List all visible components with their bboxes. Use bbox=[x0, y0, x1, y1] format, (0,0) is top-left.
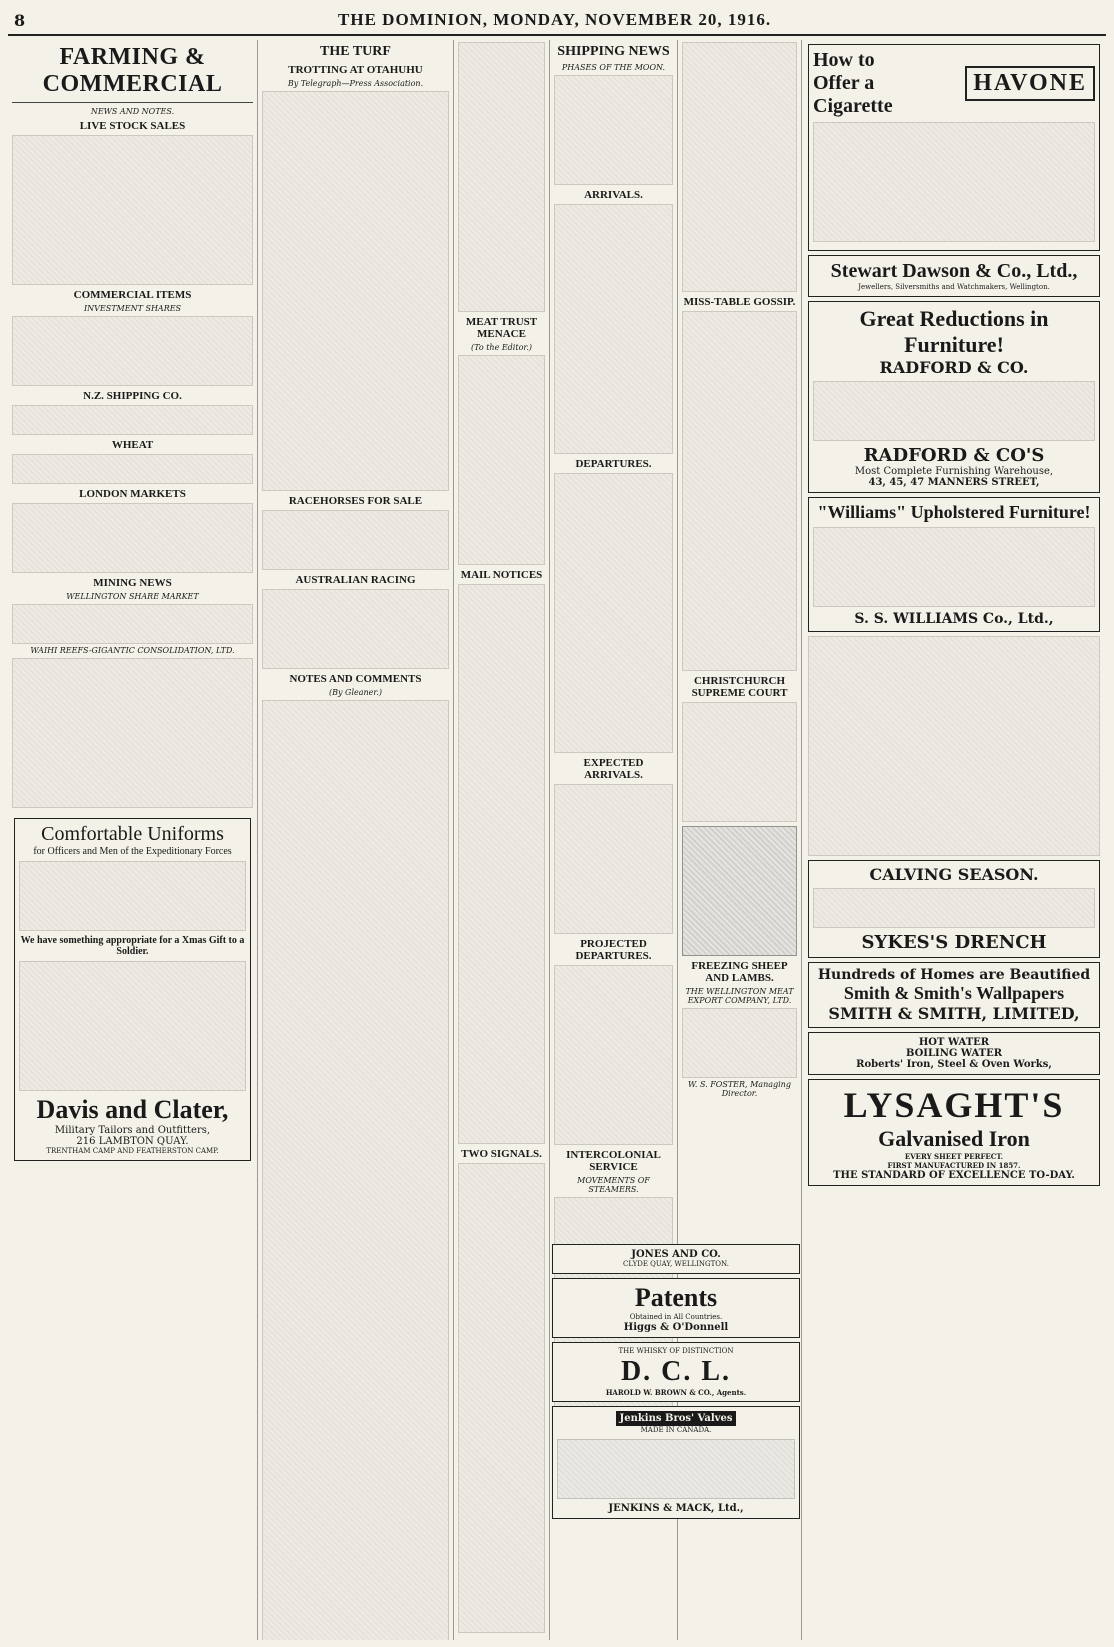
harold-agents: HAROLD W. BROWN & CO., Agents. bbox=[605, 1388, 747, 1397]
notes-comments-heading: NOTES AND COMMENTS bbox=[289, 673, 422, 685]
stewart-sub: Jewellers, Silversmiths and Watchmakers, Wellington. bbox=[858, 283, 1050, 291]
racehorses-heading: RACEHORSES FOR SALE bbox=[288, 495, 423, 507]
middle-ads bbox=[550, 1240, 802, 1523]
masthead-title: THE DOMINION, MONDAY, NOVEMBER 20, 1916. bbox=[338, 10, 772, 29]
trotting-heading: TROTTING AT OTAHUHU bbox=[288, 64, 423, 76]
expected-heading: EXPECTED ARRIVALS. bbox=[583, 757, 644, 781]
patents-ad bbox=[552, 1278, 800, 1338]
jenkins-title: Jenkins Bros' Valves bbox=[616, 1411, 737, 1426]
stewart-ad bbox=[808, 255, 1100, 297]
jones-title: JONES AND CO. bbox=[631, 1249, 721, 1260]
news-heading: NEWS AND NOTES. bbox=[90, 107, 175, 116]
jenkins-mack: JENKINS & MACK, Ltd., bbox=[608, 1503, 744, 1514]
foster-name: W. S. FOSTER, Managing Director. bbox=[688, 1080, 791, 1098]
text-block bbox=[12, 405, 253, 435]
investment-heading: INVESTMENT SHARES bbox=[83, 304, 182, 313]
text-block bbox=[554, 75, 673, 185]
great-reductions: Great Reductions in Furniture! bbox=[859, 306, 1049, 357]
text-block bbox=[682, 42, 797, 292]
text-block bbox=[554, 784, 673, 934]
misc-gossip-heading: MISS-TABLE GOSSIP. bbox=[683, 296, 796, 308]
patents-title: Patents bbox=[634, 1283, 718, 1312]
radford-sub: Most Complete Furnishing Warehouse, bbox=[854, 466, 1054, 477]
whisky-ad bbox=[552, 1342, 800, 1402]
patents-sub: Obtained in All Countries. bbox=[629, 1313, 723, 1321]
text-block bbox=[682, 702, 797, 822]
to-editor: (To the Editor.) bbox=[471, 343, 532, 352]
text-block bbox=[554, 204, 673, 454]
uniforms-ad bbox=[14, 818, 251, 1161]
radford-title: RADFORD & CO. bbox=[879, 358, 1029, 377]
text-block bbox=[554, 473, 673, 753]
christchurch-heading: CHRISTCHURCH SUPREME COURT bbox=[691, 675, 788, 699]
standard-excellence: THE STANDARD OF EXCELLENCE TO-DAY. bbox=[833, 1170, 1075, 1181]
wellington-share-heading: WELLINGTON SHARE MARKET bbox=[66, 592, 199, 601]
hot-water: HOT WATER bbox=[918, 1037, 990, 1048]
text-block bbox=[12, 135, 253, 285]
text-block bbox=[808, 636, 1100, 856]
turf-heading: THE TURF bbox=[320, 44, 391, 59]
williams-ad bbox=[808, 497, 1100, 632]
radford-address: 43, 45, 47 MANNERS STREET, bbox=[868, 477, 1040, 488]
cow-illustration bbox=[682, 826, 797, 956]
text-block bbox=[682, 311, 797, 671]
text-block bbox=[12, 658, 253, 808]
masthead bbox=[8, 6, 1106, 36]
jones-ad bbox=[552, 1244, 800, 1274]
smith-wallpapers: Smith & Smith's Wallpapers bbox=[843, 983, 1065, 1003]
text-block bbox=[262, 589, 449, 669]
higgs-title: Higgs & O'Donnell bbox=[623, 1322, 729, 1333]
text-block bbox=[813, 888, 1095, 928]
davis-camp: TRENTHAM CAMP AND FEATHERSTON CAMP. bbox=[46, 1147, 219, 1155]
meat-trust-heading: MEAT TRUST MENACE bbox=[465, 316, 538, 340]
column-letters bbox=[454, 40, 550, 1640]
havone-offer: Offer a bbox=[813, 72, 875, 94]
havone-ad bbox=[808, 44, 1100, 251]
havone-brand: HAVONE bbox=[965, 66, 1095, 101]
davis-clater: Davis and Clater, bbox=[36, 1095, 229, 1124]
havone-cigarette: Cigarette bbox=[813, 95, 893, 117]
phases-heading: PHASES OF THE MOON. bbox=[561, 63, 666, 72]
london-markets-heading: LONDON MARKETS bbox=[79, 488, 186, 500]
movements-heading: MOVEMENTS OF STEAMERS. bbox=[577, 1176, 650, 1194]
arrivals-heading: ARRIVALS. bbox=[584, 189, 643, 201]
page-number: 8 bbox=[14, 10, 26, 30]
wheat-heading: WHEAT bbox=[111, 439, 154, 451]
roberts-title: Roberts' Iron, Steel & Oven Works, bbox=[856, 1059, 1052, 1070]
text-block bbox=[262, 91, 449, 491]
jones-sub: CLYDE QUAY, WELLINGTON. bbox=[623, 1260, 729, 1268]
boiling-water: BOILING WATER bbox=[905, 1048, 1003, 1059]
departures-heading: DEPARTURES. bbox=[575, 458, 652, 470]
text-block bbox=[262, 700, 449, 1640]
uniforms-subtitle: for Officers and Men of the Expeditionary Forces bbox=[33, 846, 232, 857]
text-block bbox=[458, 42, 545, 312]
text-block bbox=[19, 861, 246, 931]
text-block bbox=[12, 604, 253, 644]
text-block bbox=[682, 1008, 797, 1078]
text-block bbox=[458, 1163, 545, 1633]
by-gleaner: (By Gleaner.) bbox=[328, 688, 382, 697]
radford-title-2: RADFORD & CO'S bbox=[863, 445, 1045, 466]
text-block bbox=[554, 965, 673, 1145]
dcl-title: D. C. L. bbox=[620, 1356, 732, 1387]
text-block bbox=[458, 584, 545, 1144]
nz-shipping-heading: N.Z. SHIPPING CO. bbox=[83, 390, 182, 402]
text-block bbox=[458, 355, 545, 565]
every-sheet: EVERY SHEET PERFECT. bbox=[904, 1152, 1004, 1161]
shipping-news-heading: SHIPPING NEWS bbox=[557, 44, 670, 59]
valve-illustration bbox=[557, 1439, 795, 1499]
williams-co: S. S. WILLIAMS Co., Ltd., bbox=[854, 611, 1054, 627]
lysaght-title: LYSAGHT'S bbox=[843, 1085, 1065, 1125]
freezing-heading: FREEZING SHEEP AND LAMBS. bbox=[691, 960, 788, 984]
text-block bbox=[12, 503, 253, 573]
intercolonial-heading: INTERCOLONIAL SERVICE bbox=[566, 1149, 661, 1173]
mining-news-heading: MINING NEWS bbox=[93, 577, 172, 589]
column-ads bbox=[802, 40, 1106, 1640]
two-signals-heading: TWO SIGNALS. bbox=[461, 1148, 542, 1160]
mail-notices-heading: MAIL NOTICES bbox=[460, 569, 543, 581]
whisky-tagline: THE WHISKY OF DISTINCTION bbox=[618, 1347, 734, 1355]
davis-subtitle: Military Tailors and Outfitters, bbox=[54, 1125, 211, 1136]
radford-ad bbox=[808, 301, 1100, 493]
uniforms-title: Comfortable Uniforms bbox=[41, 823, 224, 845]
jenkins-ad bbox=[552, 1406, 800, 1519]
smith-ad bbox=[808, 962, 1100, 1028]
text-block bbox=[12, 454, 253, 484]
wellington-meat-heading: THE WELLINGTON MEAT EXPORT COMPANY, LTD. bbox=[685, 987, 794, 1005]
text-block bbox=[813, 122, 1095, 242]
xmas-gift: We have something appropriate for a Xmas Gift to a Soldier. bbox=[20, 935, 245, 957]
aus-racing-heading: AUSTRALIAN RACING bbox=[295, 574, 416, 586]
sykes-title: SYKES'S DRENCH bbox=[861, 932, 1047, 953]
gift-list bbox=[19, 961, 246, 1091]
column-farming bbox=[8, 40, 258, 1640]
hundreds-title: Hundreds of Homes are Beautified bbox=[817, 967, 1091, 983]
first-manufactured: FIRST MANUFACTURED IN 1857. bbox=[887, 1161, 1021, 1170]
live-stock-heading: LIVE STOCK SALES bbox=[79, 120, 186, 132]
lysaght-ad bbox=[808, 1079, 1100, 1186]
havone-how: How to bbox=[813, 49, 875, 71]
by-telegraph: By Telegraph—Press Association. bbox=[287, 79, 424, 88]
roberts-ad bbox=[808, 1032, 1100, 1075]
williams-title: "Williams" Upholstered Furniture! bbox=[817, 502, 1091, 522]
text-block bbox=[813, 527, 1095, 607]
smith-ltd: SMITH & SMITH, LIMITED, bbox=[828, 1004, 1080, 1023]
calving-title: CALVING SEASON. bbox=[869, 865, 1039, 884]
davis-address: 216 LAMBTON QUAY. bbox=[76, 1136, 189, 1147]
section-title: FARMING & COMMERCIAL bbox=[42, 44, 223, 97]
column-turf bbox=[258, 40, 454, 1640]
text-block bbox=[12, 316, 253, 386]
stewart-title: Stewart Dawson & Co., Ltd., bbox=[830, 260, 1078, 282]
text-block bbox=[813, 381, 1095, 441]
sykes-ad bbox=[808, 860, 1100, 958]
jenkins-made: MADE IN CANADA. bbox=[640, 1426, 712, 1434]
text-block bbox=[262, 510, 449, 570]
galvanised-title: Galvanised Iron bbox=[878, 1126, 1030, 1151]
commercial-heading: COMMERCIAL ITEMS bbox=[73, 289, 192, 301]
waihi-heading: WAIHI REEFS-GIGANTIC CONSOLIDATION, LTD. bbox=[30, 646, 235, 655]
projected-heading: PROJECTED DEPARTURES. bbox=[575, 938, 652, 962]
